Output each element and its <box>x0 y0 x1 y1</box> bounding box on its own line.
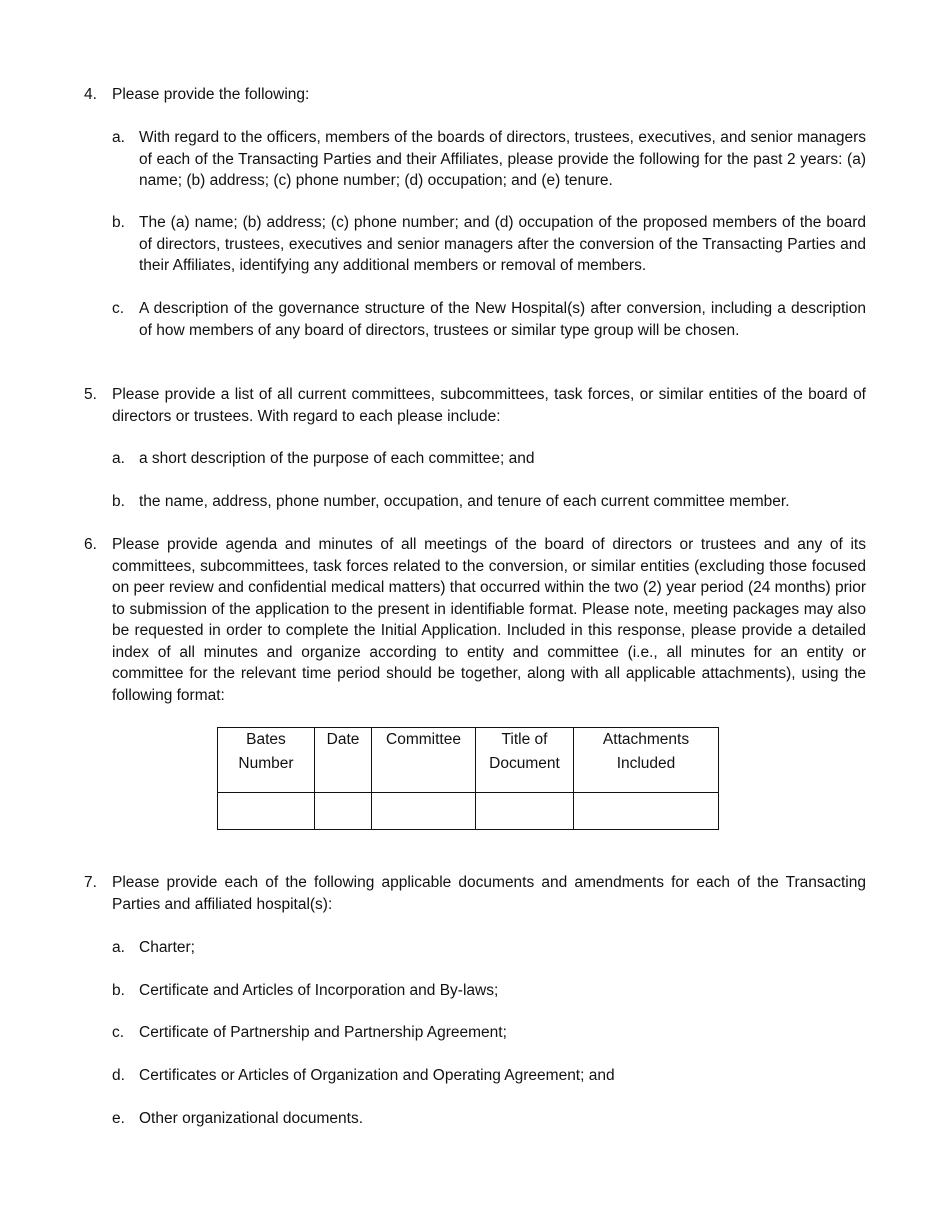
table-cell <box>372 793 476 830</box>
sub-item-5a <box>112 448 866 470</box>
header-bates-number: Bates Number <box>218 728 315 793</box>
list-text: Please provide agenda and minutes of all meetings of the board of directors or trustees and any of its committees, subcommittees, task forces related to the conversion, or similar entities (excluding those focused on peer review and confidential medical matters) that occurred within the two (2) year period (24 months) prior to submission of the application to the present in identifiable format. Please note, meeting packages may also be requested in order to complete the Initial Application. Included in this response, please provide a detailed index of all minutes and organize according to entity and committee (i.e., all minutes for an entity or committee for the relevant time period should be together, along with all applicable attachments), using the following format: <box>112 536 866 704</box>
list-item-6 <box>84 534 866 706</box>
sub-number: b. <box>112 982 125 999</box>
table-cell <box>315 793 372 830</box>
list-number: 6. <box>84 536 97 553</box>
table-cell <box>476 793 574 830</box>
minutes-index-table <box>217 727 719 830</box>
sub-text: Certificate of Partnership and Partnership Agreement; <box>139 1024 507 1041</box>
header-title-of-document: Title of Document <box>476 728 574 793</box>
sub-number: c. <box>112 300 125 317</box>
sub-text: The (a) name; (b) address; (c) phone number; and (d) occupation of the proposed members of the board of directors, trustees, executives and senior managers after the conversion of the Transacting Parties and their Affiliates, identifying any additional members or removal of members. <box>139 214 866 274</box>
sub-number: b. <box>112 214 125 231</box>
sub-item-4b <box>112 212 866 277</box>
sub-number: c. <box>112 1024 125 1041</box>
header-date: Date <box>315 728 372 793</box>
sub-item-7a <box>112 937 866 959</box>
sub-text: With regard to the officers, members of the boards of directors, trustees, executives, and senior managers of each of the Transacting Parties and their Affiliates, please provide the following for the past 2 years: (a) name; (b) address; (c) phone number; (d) occupation; and (e) tenure. <box>139 129 866 189</box>
sub-text: the name, address, phone number, occupation, and tenure of each current committee member. <box>139 493 790 510</box>
sub-item-5b <box>112 491 866 513</box>
sub-item-7e <box>112 1108 866 1130</box>
sub-text: Charter; <box>139 939 195 956</box>
list-text: Please provide the following: <box>112 86 310 103</box>
header-attachments-included: Attachments Included <box>574 728 719 793</box>
sub-number: a. <box>112 450 125 467</box>
sub-item-4a <box>112 127 866 192</box>
table-header-row <box>218 728 719 793</box>
sub-item-7d <box>112 1065 866 1087</box>
sub-number: a. <box>112 129 125 146</box>
sub-text: A description of the governance structure of the New Hospital(s) after conversion, including a description of how members of any board of directors, trustees or similar type group will be chosen. <box>139 300 866 339</box>
list-item-5 <box>84 384 866 427</box>
sub-text: Certificate and Articles of Incorporation and By-laws; <box>139 982 499 999</box>
list-number: 4. <box>84 86 97 103</box>
list-number: 5. <box>84 386 97 403</box>
list-text: Please provide each of the following applicable documents and amendments for each of the Transacting Parties and affiliated hospital(s): <box>112 874 866 913</box>
sub-number: a. <box>112 939 125 956</box>
sub-text: Other organizational documents. <box>139 1110 364 1127</box>
sub-text: Certificates or Articles of Organization and Operating Agreement; and <box>139 1067 615 1084</box>
sub-number: d. <box>112 1067 125 1084</box>
list-item-7 <box>84 872 866 915</box>
sub-item-7c <box>112 1022 866 1044</box>
list-text: Please provide a list of all current committees, subcommittees, task forces, or similar entities of the board of directors or trustees. With regard to each please include: <box>112 386 866 425</box>
table-row <box>218 793 719 830</box>
table-cell <box>574 793 719 830</box>
header-committee: Committee <box>372 728 476 793</box>
sub-number: e. <box>112 1110 125 1127</box>
sub-text: a short description of the purpose of each committee; and <box>139 450 535 467</box>
sub-item-4c <box>112 298 866 341</box>
sub-number: b. <box>112 493 125 510</box>
list-number: 7. <box>84 874 97 891</box>
list-item-4 <box>84 84 866 106</box>
table-cell <box>218 793 315 830</box>
sub-item-7b <box>112 980 866 1002</box>
